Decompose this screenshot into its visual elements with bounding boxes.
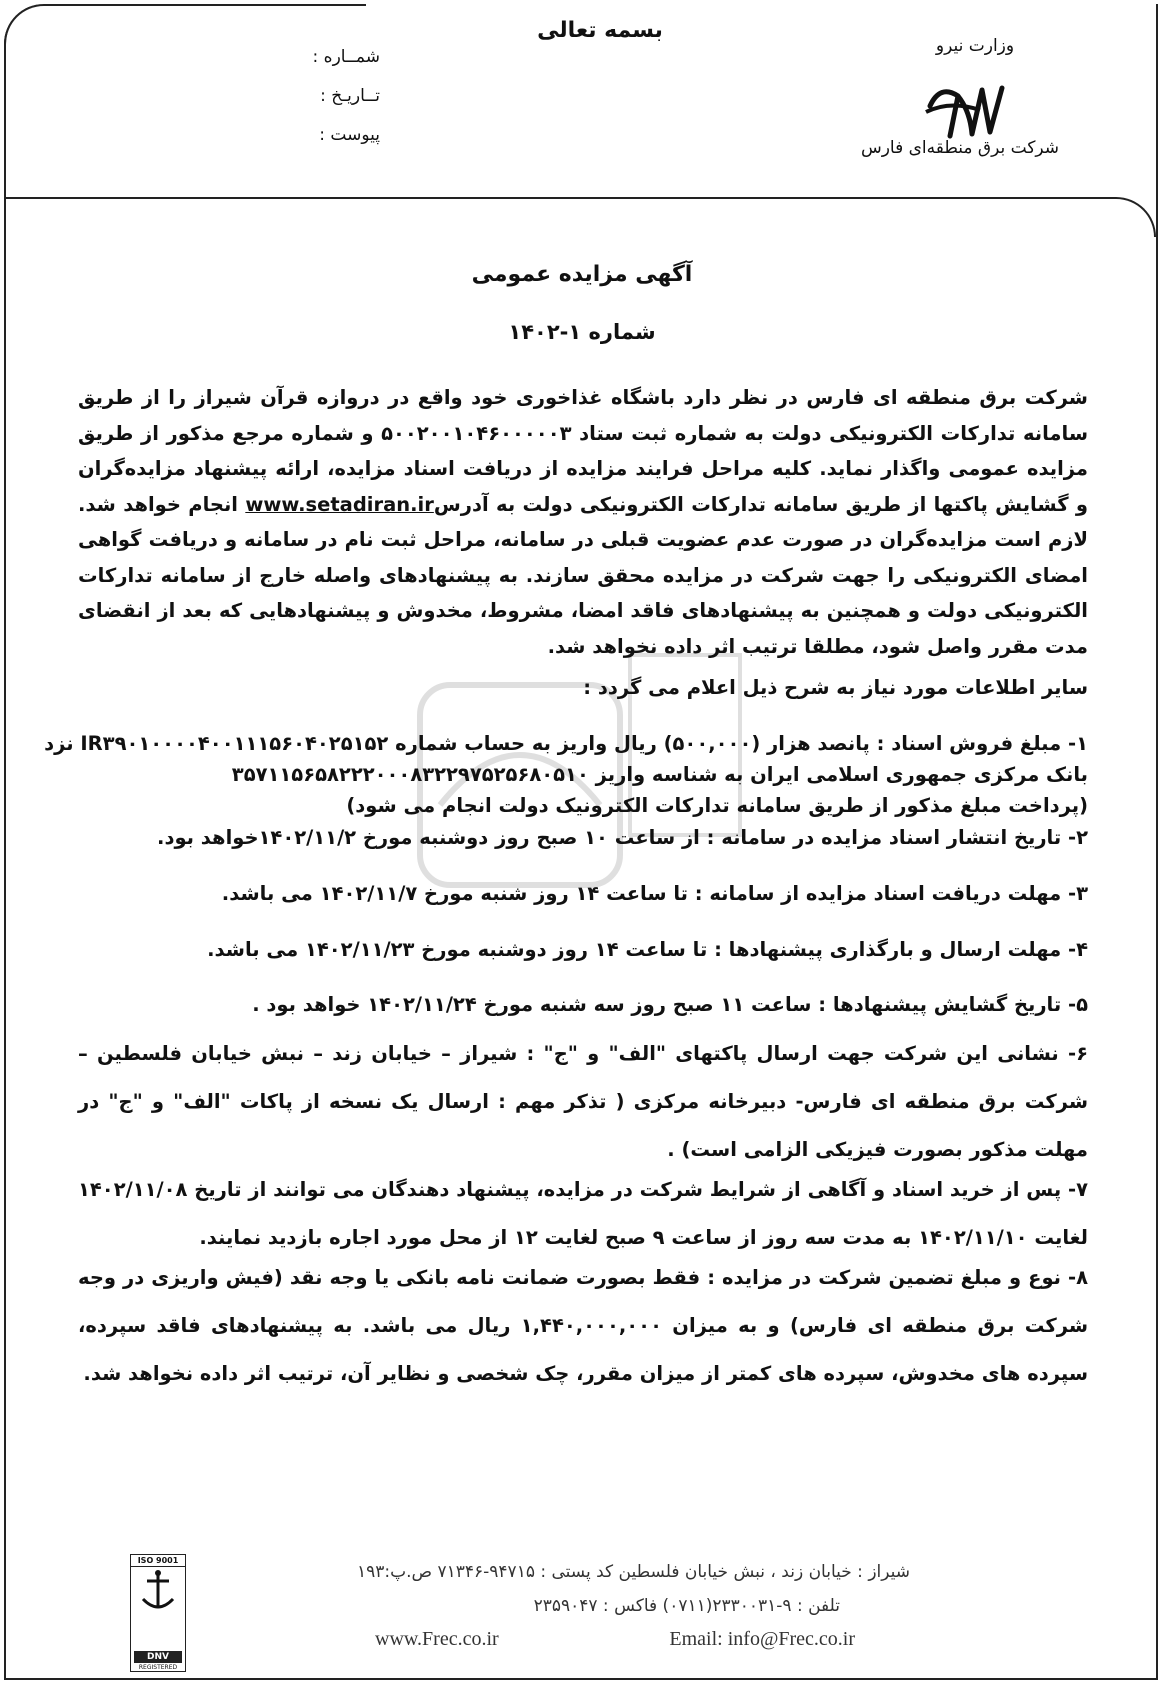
item-4: ۴- مهلت ارسال و بارگذاری پیشنهادها : تا ساعت ۱۴ روز دوشنبه مورخ ۱۴۰۲/۱۱/۲۳ می باشد. xyxy=(207,938,1088,961)
notice-number: شماره ۱-۱۴۰۲ xyxy=(508,320,656,344)
item-8: ۸- نوع و مبلغ تضمین شرکت در مزایده : فقط بصورت ضمانت نامه بانکی یا وجه نقد (فیش واریزی در وجه شرکت برق منطقه ای فارس) و به میزان ۱,۴۴۰,۰۰۰,۰۰۰ ریال می باشد. به پیشنهادهای فاقد سپرده، سپرده های مخدوش، سپرده های کمتر از میزان مقرر، چک شخصی و نظایر آن، ترتیب اثر داده نخواهد شد. xyxy=(78,1266,1088,1385)
item-7: ۷- پس از خرید اسناد و آگاهی از شرایط شرکت در مزایده، پیشنهاد دهندگان می توانند از تاریخ ۱۴۰۲/۱۱/۰۸ لغایت ۱۴۰۲/۱۱/۱۰ به مدت سه روز از ساعت ۹ صبح لغایت ۱۲ از محل مورد اجاره بازدید نمایند. xyxy=(78,1178,1088,1249)
intro-paragraph xyxy=(78,380,1088,664)
footer-address: شیراز : خیابان زند ، نبش خیابان فلسطین کد پستی : ۹۴۷۱۵-۷۱۳۴۶ ص.پ:۱۹۳ xyxy=(357,1562,910,1582)
header-separator xyxy=(4,197,1156,237)
meta-number-label: شمــاره : xyxy=(312,47,380,67)
item-1-line-3: (پرداخت مبلغ مذکور از طریق سامانه تدارکات الکترونیک دولت انجام می شود) xyxy=(346,794,1088,817)
item-5: ۵- تاریخ گشایش پیشنهادها : ساعت ۱۱ صبح روز سه شنبه مورخ ۱۴۰۲/۱۱/۲۴ خواهد بود . xyxy=(252,993,1088,1016)
item-1-line-1: ۱- مبلغ فروش اسناد : پانصد هزار (۵۰۰,۰۰۰) ریال واریز به حساب شماره IR۳۹۰۱۰۰۰۰۴۰۰۱۱۱۵۶۰۴۰۲۵۱۵۲ نزد xyxy=(44,732,1088,755)
intro-text-part2: انجام خواهد شد. لازم است مزایده‌گران در صورت عدم عضویت قبلی در سامانه، مراحل ثبت نام در سامانه و دریافت گواهی امضای الکترونیکی را جهت شرکت در مزایده محقق سازند. به پیشنهادهای واصله خارج از سامانه تدارکات الکترونیکی دولت و همچنین به پیشنهادهای فاقد امضا، مشروط، مخدوش و پیشنهادهایی که بعد از انقضای مدت مقرر واصل شود، مطلقا ترتیب اثر داده نخواهد شد. xyxy=(78,492,1088,658)
setadiran-link[interactable]: www.setadiran.ir xyxy=(245,492,434,516)
iso-label: ISO 9001 xyxy=(131,1555,185,1567)
registered-label: REGISTERED xyxy=(138,1664,178,1671)
frec-logo-icon xyxy=(920,76,1010,144)
item-2: ۲- تاریخ انتشار اسناد مزایده در سامانه : از ساعت ۱۰ صبح روز دوشنبه مورخ ۱۴۰۲/۱۱/۲خواهد بود. xyxy=(157,826,1088,849)
letter-meta xyxy=(270,38,380,155)
ministry-name: وزارت نیرو xyxy=(935,36,1015,56)
notice-title: آگهی مزایده عمومی xyxy=(471,262,693,287)
item-6: ۶- نشانی این شرکت جهت ارسال پاکتهای "الف" و "ج" : شیراز – خیابان زند – نبش خیابان فلسطین – شرکت برق منطقه ای فارس- دبیرخانه مرکزی ( تذکر مهم : ارسال یک نسخه از پاکات "الف" و "ج" در مهلت مذکور بصورت فیزیکی الزامی است) . xyxy=(78,1042,1088,1161)
iso-certification-badge xyxy=(130,1554,186,1672)
footer-phone: تلفن : ۹-۲۳۳۰۰۳۱(۰۷۱۱) فاکس : ۲۳۵۹۰۴۷ xyxy=(533,1596,840,1616)
company-name: شرکت برق منطقه‌ای فارس xyxy=(860,138,1060,158)
anchor-icon xyxy=(135,1567,181,1617)
intro-text-part1: شرکت برق منطقه ای فارس در نظر دارد باشگاه غذاخوری خود واقع در دروازه قرآن شیراز را از طریق سامانه تدارکات الکترونیکی دولت به شماره ثبت ستاد ۵۰۰۲۰۰۱۰۴۶۰۰۰۰۰۳ و شماره مرجع مذکور از طریق مزایده عمومی واگذار نماید. کلیه مراحل فرایند مزایده از دریافت اسناد مزایده، ارائه پیشنهاد مزایده‌گران و گشایش پاکتها از طریق سامانه تدارکات الکترونیکی دولت به آدرس xyxy=(78,386,1088,516)
footer-email-link[interactable]: Email: info@Frec.co.ir xyxy=(669,1628,855,1650)
item-3: ۳- مهلت دریافت اسناد مزایده از سامانه : تا ساعت ۱۴ روز شنبه مورخ ۱۴۰۲/۱۱/۷ می باشد. xyxy=(221,882,1088,905)
dnv-label: DNV xyxy=(134,1651,182,1663)
item-1-line-2: بانک مرکزی جمهوری اسلامی ایران به شناسه واریز ۳۵۷۱۱۵۶۵۸۲۲۲۰۰۰۸۳۲۲۹۷۵۲۵۶۸۰۵۱۰ xyxy=(231,763,1088,786)
meta-attachment-label: پیوست : xyxy=(319,125,380,145)
bismillah-heading: بسمه تعالی xyxy=(537,18,663,43)
other-info-line: سایر اطلاعات مورد نیاز به شرح ذیل اعلام می گردد : xyxy=(583,676,1088,699)
footer-website-link[interactable]: www.Frec.co.ir xyxy=(375,1628,499,1650)
meta-date-label: تــاریـخ : xyxy=(320,86,380,106)
footer-contact xyxy=(375,1628,855,1651)
